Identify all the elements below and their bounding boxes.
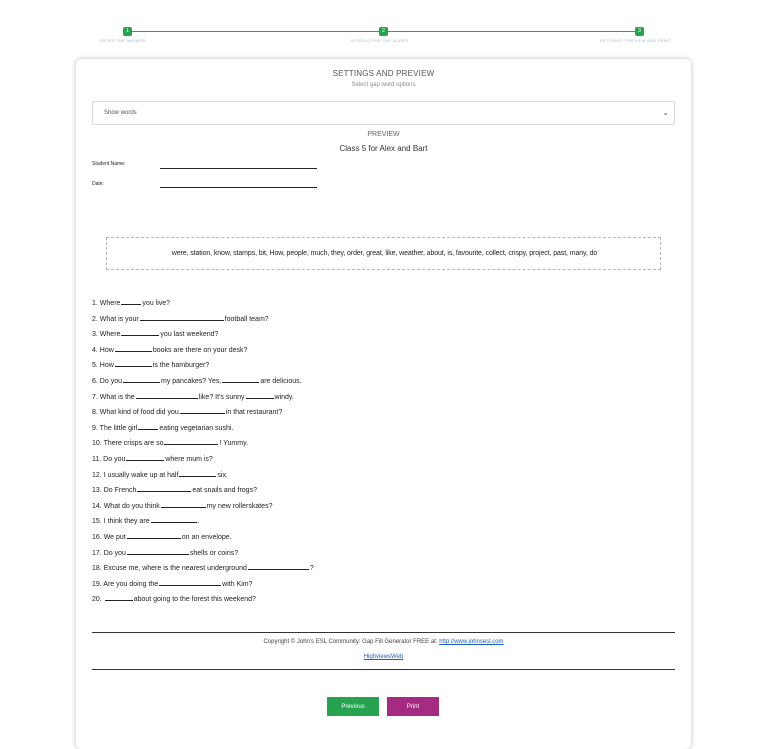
answer-blank: [246, 391, 274, 399]
select-value: Show words: [104, 110, 137, 116]
question-text: What is your: [99, 315, 139, 323]
question-item: [92, 530, 314, 546]
question-item: [92, 390, 314, 406]
question-number: 11.: [92, 455, 102, 463]
question-item: [92, 327, 314, 343]
answer-blank: [105, 593, 133, 601]
answer-blank: [127, 547, 189, 555]
question-text: I usually wake up at half: [103, 471, 179, 479]
question-text: football team?: [224, 315, 269, 323]
answer-blank: [115, 344, 152, 352]
question-item: [92, 468, 314, 484]
question-item: [92, 546, 314, 562]
previous-button[interactable]: Previous: [327, 697, 379, 716]
answer-blank: [115, 359, 152, 367]
question-text: Where: [99, 300, 121, 307]
copyright-label: Copyright © John's ESL Community: Gap Fill Generator FREE at:: [263, 639, 440, 645]
question-text: books are there on your desk?: [152, 346, 248, 354]
answer-blank: [161, 500, 206, 508]
date-line: [160, 187, 317, 188]
date-label: Date:: [92, 181, 104, 187]
step-2-label: INTERACTIVE GAP-ADDER: [351, 38, 409, 43]
question-text: on an envelope.: [181, 533, 232, 541]
answer-blank: [151, 515, 197, 523]
preview-label: PREVIEW: [367, 131, 400, 138]
copyright-text: [76, 639, 691, 645]
question-text: you live?: [142, 300, 171, 307]
question-item: [92, 499, 314, 515]
copyright-link[interactable]: http://www.johnsesl.com: [439, 639, 504, 645]
question-text: shells or coins?: [189, 549, 239, 557]
question-item: [92, 421, 314, 437]
question-text: Where: [99, 331, 121, 339]
question-text: .: [197, 518, 200, 526]
answer-blank: [121, 328, 159, 336]
highviews-link[interactable]: HighviewsWeb: [363, 654, 404, 660]
question-number: 8.: [92, 409, 98, 417]
settings-title: SETTINGS AND PREVIEW: [332, 69, 435, 78]
question-text: I think they are: [103, 518, 150, 526]
chevron-down-icon: ⌄: [662, 108, 669, 117]
print-button[interactable]: Print: [387, 697, 439, 716]
question-text: Do you: [103, 455, 126, 463]
question-number: 17.: [92, 549, 102, 557]
step-3-label: SETTINGS, PREVIEW AND PRINT: [600, 38, 672, 43]
question-item: [92, 343, 314, 359]
answer-blank: [140, 313, 224, 321]
progress-stepper: [0, 0, 768, 48]
question-item: [92, 577, 314, 593]
question-text: Are you doing the: [103, 580, 159, 588]
question-item: [92, 405, 314, 421]
question-text: eat snails and frogs?: [192, 487, 257, 495]
student-name-label: Student Name:: [92, 161, 126, 167]
question-list: [92, 296, 314, 608]
answer-blank: [222, 375, 259, 383]
student-name-line: [160, 168, 317, 169]
answer-blank: [137, 484, 191, 492]
question-text: We put: [103, 533, 126, 541]
question-text: What kind of food did you: [99, 409, 179, 417]
answer-blank: [164, 437, 218, 445]
question-text: with Kim?: [222, 580, 253, 588]
question-text: ! Yummy.: [219, 440, 249, 448]
word-bank-box: [106, 237, 661, 270]
settings-card: [76, 59, 691, 749]
question-number: 6.: [92, 377, 98, 385]
question-item: [92, 561, 314, 577]
question-text: What is the: [99, 393, 135, 401]
question-number: 19.: [92, 580, 102, 588]
answer-blank: [180, 406, 225, 414]
question-text: are delicious.: [260, 377, 302, 385]
question-text: eating vegetarian sushi.: [159, 424, 234, 432]
question-text: you last weekend?: [160, 331, 219, 339]
question-text: my pancakes? Yes,: [160, 377, 222, 385]
question-item: [92, 374, 314, 390]
question-number: 2.: [92, 315, 98, 323]
step-3-dot[interactable]: 3: [635, 27, 644, 36]
question-text: in that restaurant?: [225, 409, 283, 417]
question-number: 3.: [92, 331, 98, 339]
question-text: Do you: [99, 377, 122, 385]
question-text: is the hamburger?: [152, 362, 210, 370]
question-text: windy.: [274, 393, 294, 401]
question-number: 1.: [92, 300, 98, 307]
question-number: 20.: [92, 596, 102, 604]
answer-blank: [127, 531, 181, 539]
question-text: like? It's sunny: [198, 393, 245, 401]
question-text: How: [99, 362, 114, 370]
question-text: There crisps are so: [103, 440, 164, 448]
question-number: 4.: [92, 346, 98, 354]
answer-blank: [126, 453, 164, 461]
question-text: How: [99, 346, 114, 354]
question-number: 7.: [92, 393, 98, 401]
question-number: 16.: [92, 533, 102, 541]
footer-top-rule: [92, 632, 675, 633]
question-text: The little girl: [99, 424, 138, 432]
answer-blank: [136, 391, 198, 399]
answer-blank: [138, 422, 158, 430]
question-text: Excuse me, where is the nearest underground: [103, 565, 247, 573]
answer-blank: [248, 562, 309, 570]
answer-blank: [159, 578, 221, 586]
question-text: where mum is?: [165, 455, 213, 463]
question-number: 18.: [92, 565, 102, 573]
question-item: [92, 514, 314, 530]
question-item: [92, 296, 314, 312]
question-number: 14.: [92, 502, 102, 510]
gap-word-options-select[interactable]: [92, 101, 675, 125]
question-item: [92, 358, 314, 374]
question-number: 15.: [92, 518, 102, 526]
question-text: my new rollerskates?: [206, 502, 273, 510]
question-item: [92, 436, 314, 452]
question-text: about going to the forest this weekend?: [133, 596, 256, 604]
question-text: ?: [309, 565, 314, 573]
settings-subtitle: Select gap word options: [351, 82, 416, 88]
word-bank-text: were, station, know, stamps, bit, How, people, much, they, order, great, like, weather, about, is, favourite, collect, crispy, project, past, many, do: [171, 250, 598, 257]
question-text: six.: [217, 471, 228, 479]
step-2-dot[interactable]: 2: [379, 27, 388, 36]
question-item: [92, 312, 314, 328]
question-item: [92, 452, 314, 468]
step-1-label: ENTER THE ANSWER: [100, 38, 146, 43]
question-text: What do you think: [103, 502, 160, 510]
answer-blank: [179, 469, 216, 477]
question-number: 13.: [92, 487, 102, 495]
question-number: 12.: [92, 471, 102, 479]
worksheet-title: Class 5 for Alex and Bart: [339, 144, 428, 153]
question-item: [92, 592, 314, 608]
question-item: [92, 483, 314, 499]
answer-blank: [123, 375, 160, 383]
question-number: 9.: [92, 424, 98, 432]
question-number: 10.: [92, 440, 102, 448]
footer-bottom-rule: [92, 669, 675, 670]
step-1-dot[interactable]: 1: [123, 27, 132, 36]
question-text: Do you: [103, 549, 126, 557]
answer-blank: [121, 297, 141, 305]
question-text: Do French: [103, 487, 137, 495]
question-number: 5.: [92, 362, 98, 370]
